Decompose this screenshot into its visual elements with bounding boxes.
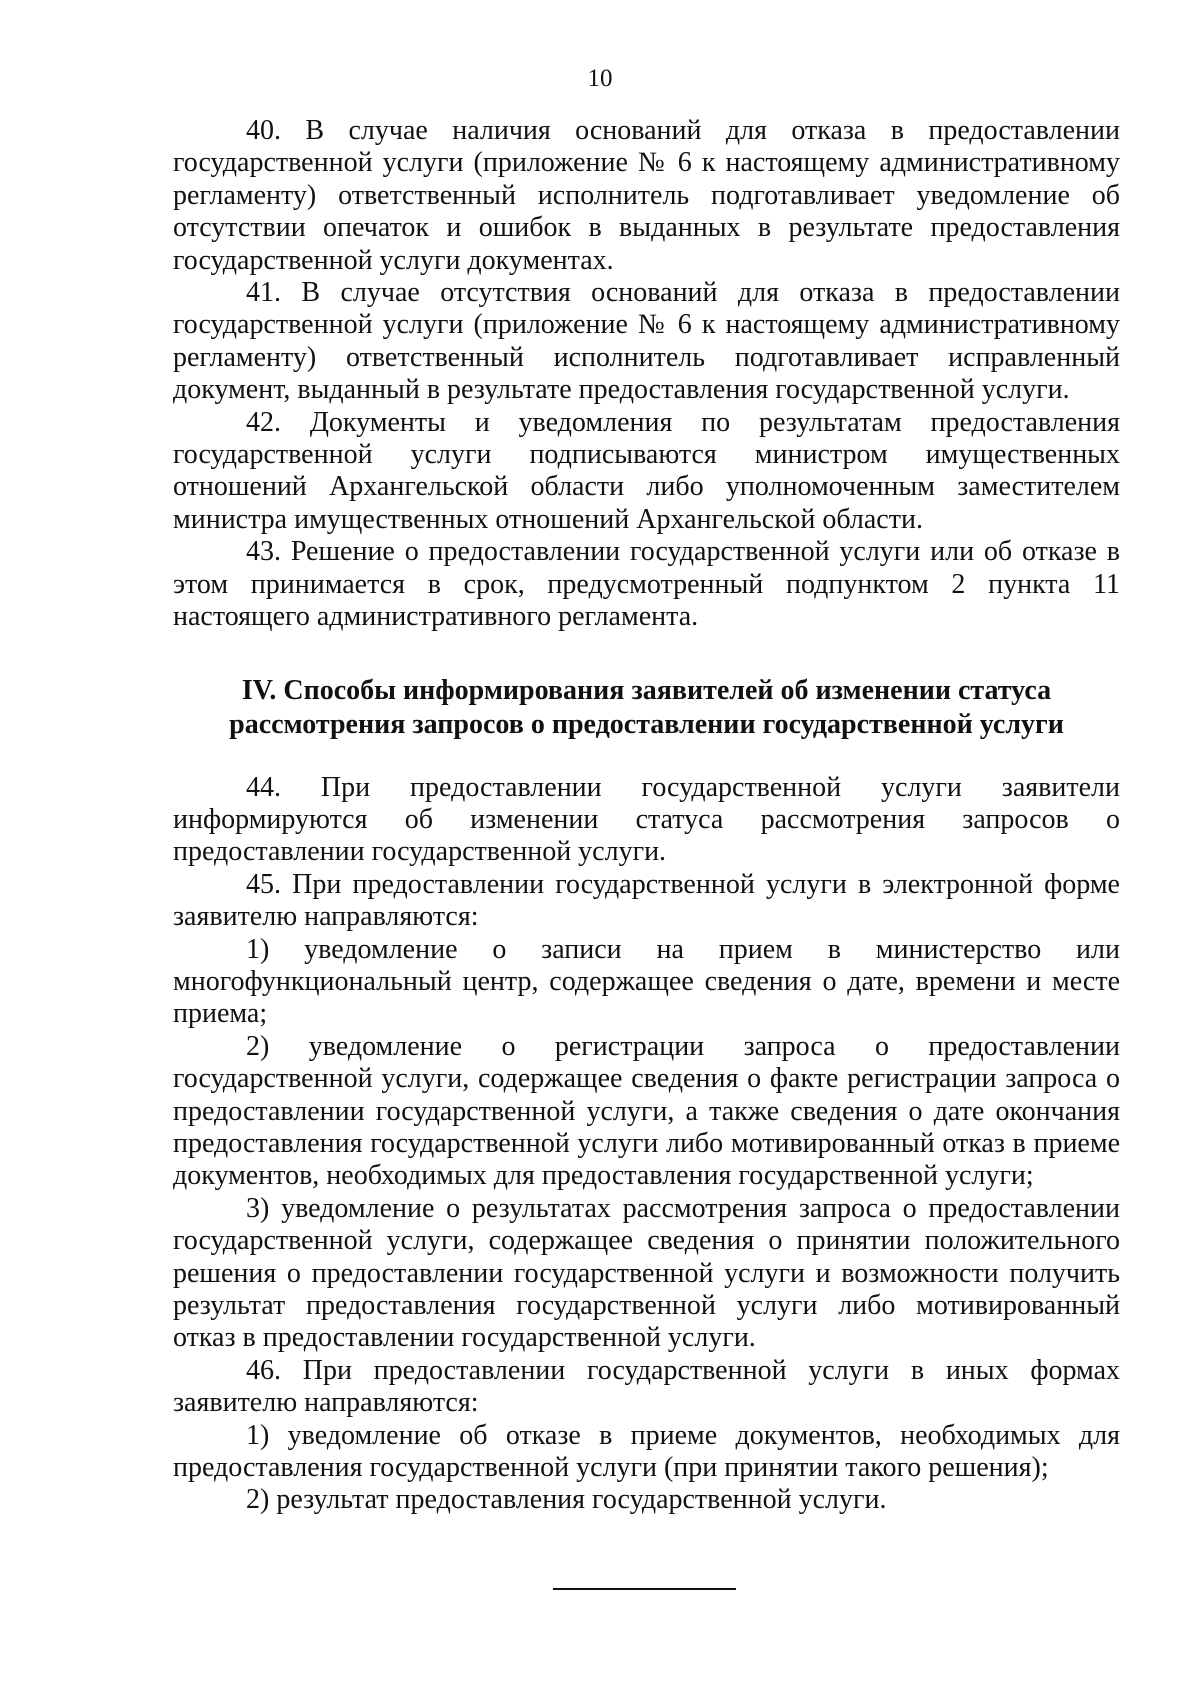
paragraph-43: 43. Решение о предоставлении государственной услуги или об отказе в этом принимается в срок, предусмотренный подпунктом 2 пункта 11 настоящего административного регламента. xyxy=(173,536,1120,633)
paragraph-46: 46. При предоставлении государственной услуги в иных формах заявителю направляются: xyxy=(173,1354,1120,1419)
paragraph-45-item-2: 2) уведомление о регистрации запроса о предоставлении государственной услуги, содержащее сведения о факте регистрации запроса о предоставлении государственной услуги, а также сведения о дате окончания предоставления государственной услуги либо мотивированный отказ в приеме документов, необходимых для предоставления государственной услуги; xyxy=(173,1030,1120,1192)
paragraph-46-item-1: 1) уведомление об отказе в приеме документов, необходимых для предоставления государственной услуги (при принятии такого решения); xyxy=(173,1419,1120,1484)
end-of-document-rule xyxy=(553,1588,736,1590)
paragraph-44: 44. При предоставлении государственной услуги заявители информируются об изменении статуса рассмотрения запросов о предоставлении государственной услуги. xyxy=(173,771,1120,868)
paragraph-45: 45. При предоставлении государственной услуги в электронной форме заявителю направляются: xyxy=(173,868,1120,933)
paragraph-41: 41. В случае отсутствия оснований для отказа в предоставлении государственной услуги (приложение № 6 к настоящему административному регламенту) ответственный исполнитель подготавливает исправленный документ, выданный в результате предоставления государственной услуги. xyxy=(173,277,1120,406)
paragraph-46-item-2: 2) результат предоставления государственной услуги. xyxy=(246,1484,887,1516)
paragraph-45-item-1: 1) уведомление о записи на прием в министерство или многофункциональный центр, содержащее сведения о дате, времени и месте приема; xyxy=(173,933,1120,1030)
paragraph-45-item-3: 3) уведомление о результатах рассмотрения запроса о предоставлении государственной услуги, содержащее сведения о принятии положительного решения о предоставлении государственной услуги и возможности получить результат предоставления государственной услуги либо мотивированный отказ в предоставлении государственной услуги. xyxy=(173,1192,1120,1354)
paragraph-40: 40. В случае наличия оснований для отказа в предоставлении государственной услуги (приложение № 6 к настоящему административному регламенту) ответственный исполнитель подготавливает уведомление об отсутствии опечаток и ошибок в выданных в результате предоставления государственной услуги документах. xyxy=(173,115,1120,276)
section-heading-line-2: рассмотрения запросов о предоставлении государственной услуги xyxy=(229,708,1064,740)
page-number: 10 xyxy=(587,65,613,92)
section-heading-line-1: IV. Способы информирования заявителей об изменении статуса xyxy=(241,674,1052,706)
paragraph-42: 42. Документы и уведомления по результатам предоставления государственной услуги подписываются министром имущественных отношений Архангельской области либо уполномоченным заместителем министра имущественных отношений Архангельской области. xyxy=(173,406,1120,535)
document-body xyxy=(173,115,1120,1517)
section-heading xyxy=(173,674,1120,742)
